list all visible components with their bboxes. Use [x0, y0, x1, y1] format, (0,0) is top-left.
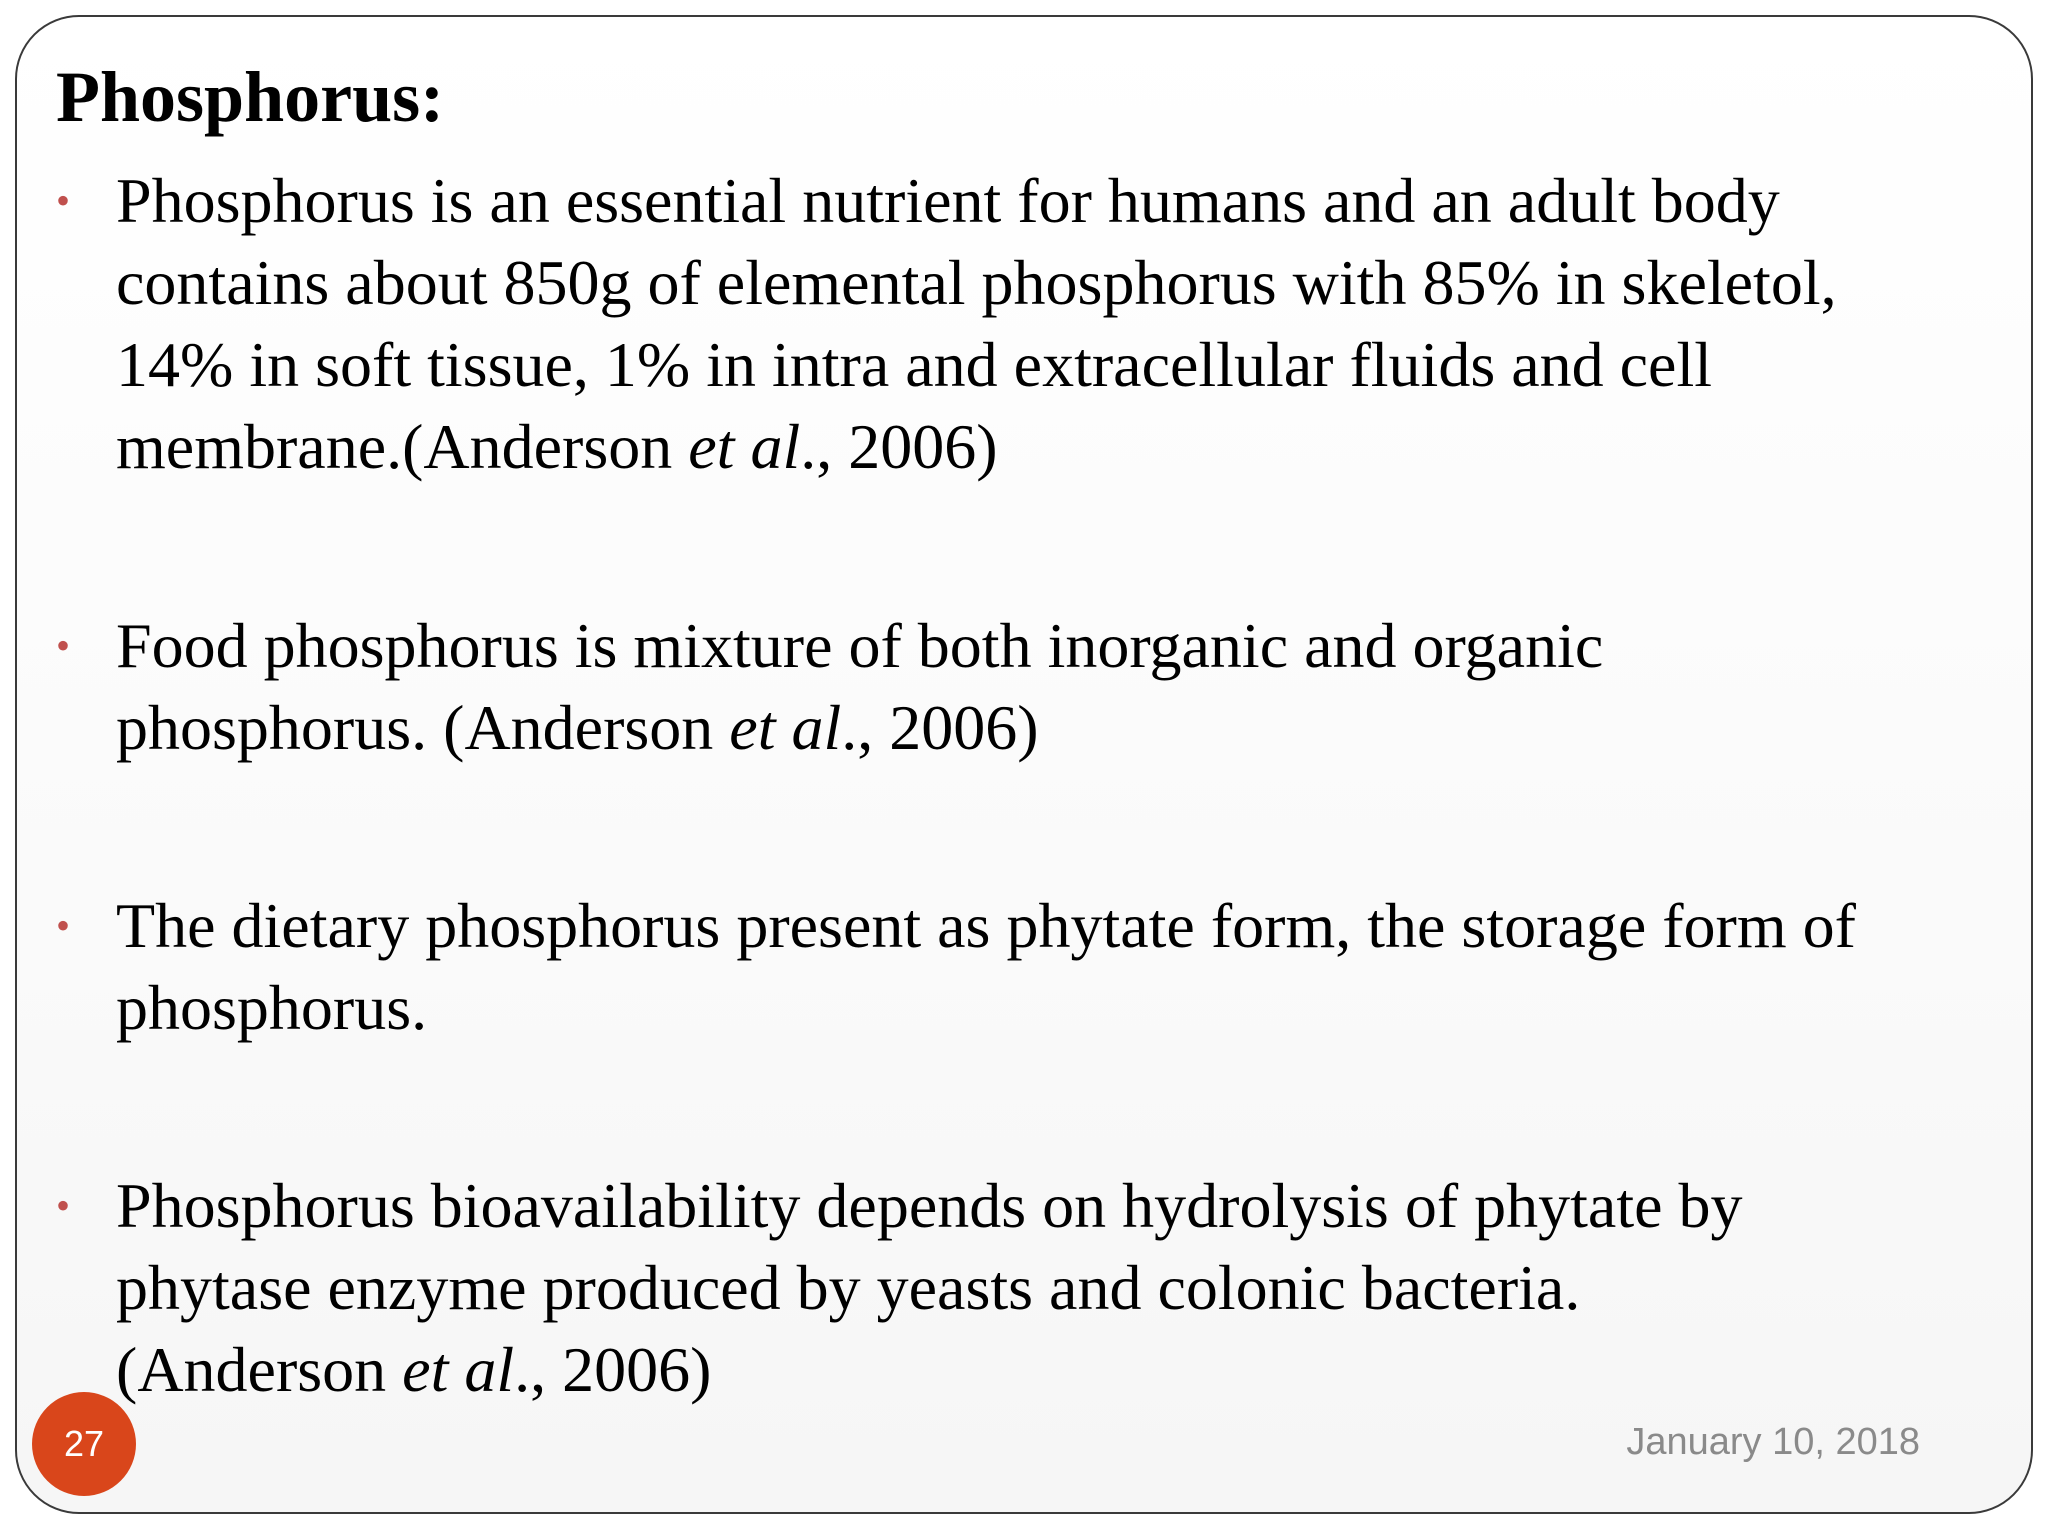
bullet-text-line: Phosphorus is an essential nutrient for humans and an adult body	[116, 165, 1780, 236]
bullet-item	[56, 1165, 2016, 1411]
bullet-item	[56, 605, 2016, 769]
bullet-text-line	[116, 406, 2016, 488]
citation-prefix: membrane.(Anderson	[116, 411, 689, 482]
bullet-text-line: Food phosphorus is mixture of both inorganic and organic	[116, 610, 1604, 681]
bullet-text-line: Phosphorus bioavailability depends on hydrolysis of phytate by	[116, 1170, 1743, 1241]
citation-italic: et al	[688, 411, 801, 482]
slide-date: January 10, 2018	[1626, 1421, 1920, 1463]
bullet-text-line: contains about 850g of elemental phosphorus with 85% in skeletol,	[116, 247, 1837, 318]
slide-title: Phosphorus:	[56, 57, 445, 137]
citation-suffix: ., 2006)	[514, 1334, 712, 1405]
bullet-dot-icon: •	[56, 1183, 71, 1228]
bullet-text-line: 14% in soft tissue, 1% in intra and extracellular fluids and cell	[116, 329, 1712, 400]
citation-suffix: ., 2006)	[841, 692, 1039, 763]
citation-prefix: (Anderson	[116, 1334, 403, 1405]
bullet-text-line: phytase enzyme produced by yeasts and colonic bacteria.	[116, 1252, 1581, 1323]
bullet-dot-icon: •	[56, 178, 71, 223]
bullet-text-line: The dietary phosphorus present as phytate form, the storage form of	[116, 890, 1856, 961]
bullet-dot-icon: •	[56, 623, 71, 668]
bullet-item	[56, 160, 2016, 488]
bullet-text-line: phosphorus.	[116, 972, 428, 1043]
citation-suffix: ., 2006)	[800, 411, 998, 482]
citation-italic: et al	[402, 1334, 515, 1405]
bullet-dot-icon: •	[56, 903, 71, 948]
page-number-badge: 27	[32, 1392, 136, 1496]
citation-prefix: phosphorus. (Anderson	[116, 692, 730, 763]
bullet-item	[56, 885, 2016, 1049]
bullet-text-line	[116, 687, 2016, 769]
bullet-text-line	[116, 1329, 2016, 1411]
citation-italic: et al	[729, 692, 842, 763]
